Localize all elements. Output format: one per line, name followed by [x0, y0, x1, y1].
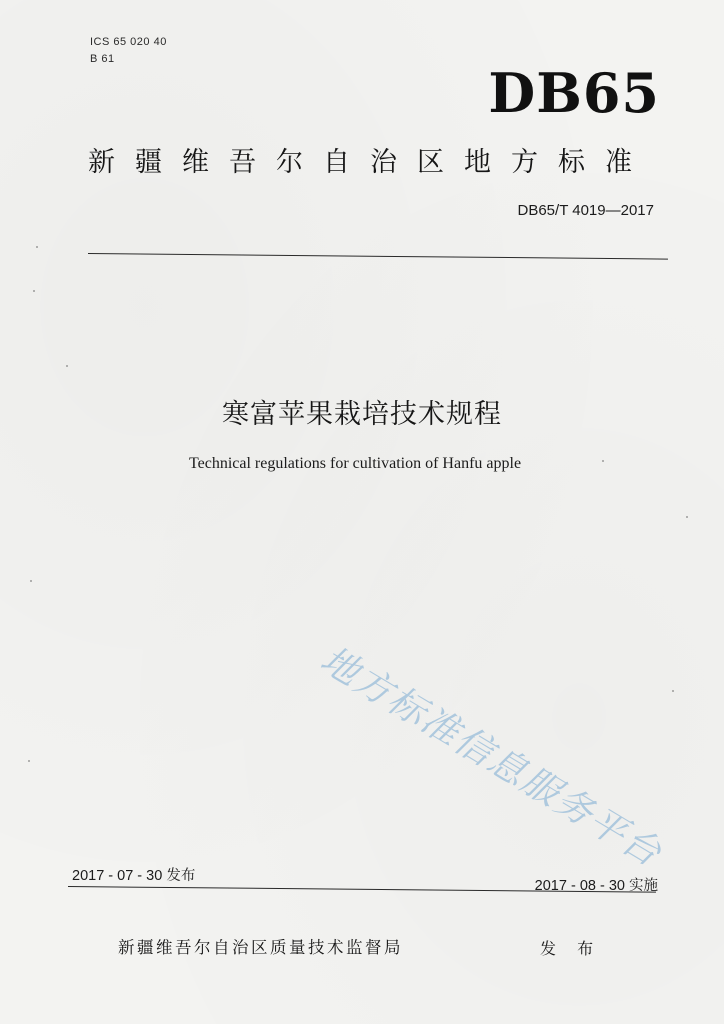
scan-speck: [33, 290, 35, 292]
document-title-chinese: 寒富苹果栽培技术规程: [222, 399, 502, 430]
scan-speck: [36, 246, 38, 248]
publisher-name: 新疆维吾尔自治区质量技术监督局: [118, 938, 403, 957]
scan-speck: [672, 690, 674, 692]
scan-speck: [686, 516, 688, 518]
standard-type-heading: 新疆维吾尔自治区地方标准: [88, 147, 652, 178]
scan-speck: [28, 760, 30, 762]
ics-code: ICS 65 020 40: [90, 36, 167, 48]
publish-label: 发 布: [540, 939, 602, 958]
standard-number: DB65/T 4019—2017: [517, 202, 654, 219]
implementation-date: 2017 - 08 - 30 实施: [534, 878, 658, 894]
scan-speck: [66, 365, 68, 367]
watermark: 地方标准信息服务平台: [313, 637, 670, 876]
ccs-code: B 61: [90, 53, 115, 65]
scan-speck: [602, 460, 604, 462]
document-title-english: Technical regulations for cultivation of Hanfu apple: [188, 455, 522, 472]
scan-speck: [30, 580, 32, 582]
standard-logo: DB65: [488, 61, 660, 125]
issue-date: 2017 - 07 - 30 发布: [72, 868, 196, 884]
top-divider: [88, 253, 668, 260]
